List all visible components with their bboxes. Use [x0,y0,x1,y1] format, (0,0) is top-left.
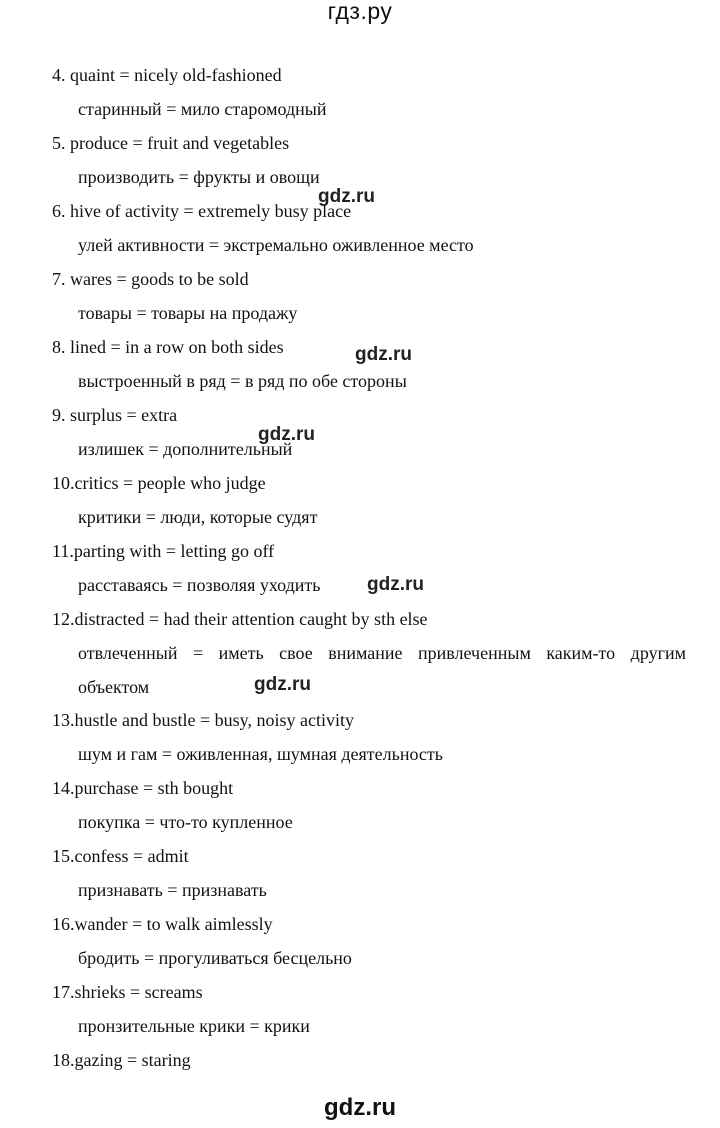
entry-translation-8: выстроенный в ряд = в ряд по обе стороны [78,371,407,391]
entry-translation-17: пронзительные крики = крики [78,1016,310,1036]
entry-term-9: 9. surplus = extra [52,405,178,425]
entry-translation-10: критики = люди, которые судят [78,507,318,527]
entry-translation-13: шум и гам = оживленная, шумная деятельность [78,744,443,764]
watermark: gdz.ru [318,186,375,207]
entry-translation-5: производить = фрукты и овощи [78,167,320,187]
watermark: gdz.ru [258,424,315,445]
entry-translation-12-cont: объектом [78,677,150,697]
entry-term-17: 17.shrieks = screams [52,982,203,1002]
entry-translation-11: расставаясь = позволяя уходить [78,575,321,595]
watermark: gdz.ru [355,344,412,365]
entry-term-6: 6. hive of activity = extremely busy place [52,201,352,221]
watermark: gdz.ru [367,574,424,595]
entry-translation-9: излишек = дополнительный [78,439,293,459]
entry-term-10: 10.critics = people who judge [52,473,266,493]
entry-term-18: 18.gazing = staring [52,1050,191,1070]
entry-translation-12: отвлеченный = иметь свое внимание привлеченным каким-то другим [78,643,686,663]
entry-translation-16: бродить = прогуливаться бесцельно [78,948,352,968]
site-header: гдз.ру [327,0,393,24]
entry-term-4: 4. quaint = nicely old-fashioned [52,65,282,85]
entry-translation-14: покупка = что-то купленное [78,812,293,832]
entry-term-14: 14.purchase = sth bought [52,778,234,798]
site-footer: gdz.ru [324,1094,396,1121]
entry-term-8: 8. lined = in a row on both sides [52,337,284,357]
entry-term-13: 13.hustle and bustle = busy, noisy activity [52,710,354,730]
entry-term-12: 12.distracted = had their attention caught by sth else [52,609,428,629]
entry-term-5: 5. produce = fruit and vegetables [52,133,290,153]
entry-term-16: 16.wander = to walk aimlessly [52,914,273,934]
entry-term-11: 11.parting with = letting go off [52,541,275,561]
entry-translation-15: признавать = признавать [78,880,267,900]
entry-translation-4: старинный = мило старомодный [78,99,327,119]
entry-term-15: 15.confess = admit [52,846,189,866]
entry-term-7: 7. wares = goods to be sold [52,269,249,289]
entry-translation-6: улей активности = экстремально оживленное место [78,235,474,255]
watermark: gdz.ru [254,674,311,695]
entry-translation-7: товары = товары на продажу [78,303,298,323]
